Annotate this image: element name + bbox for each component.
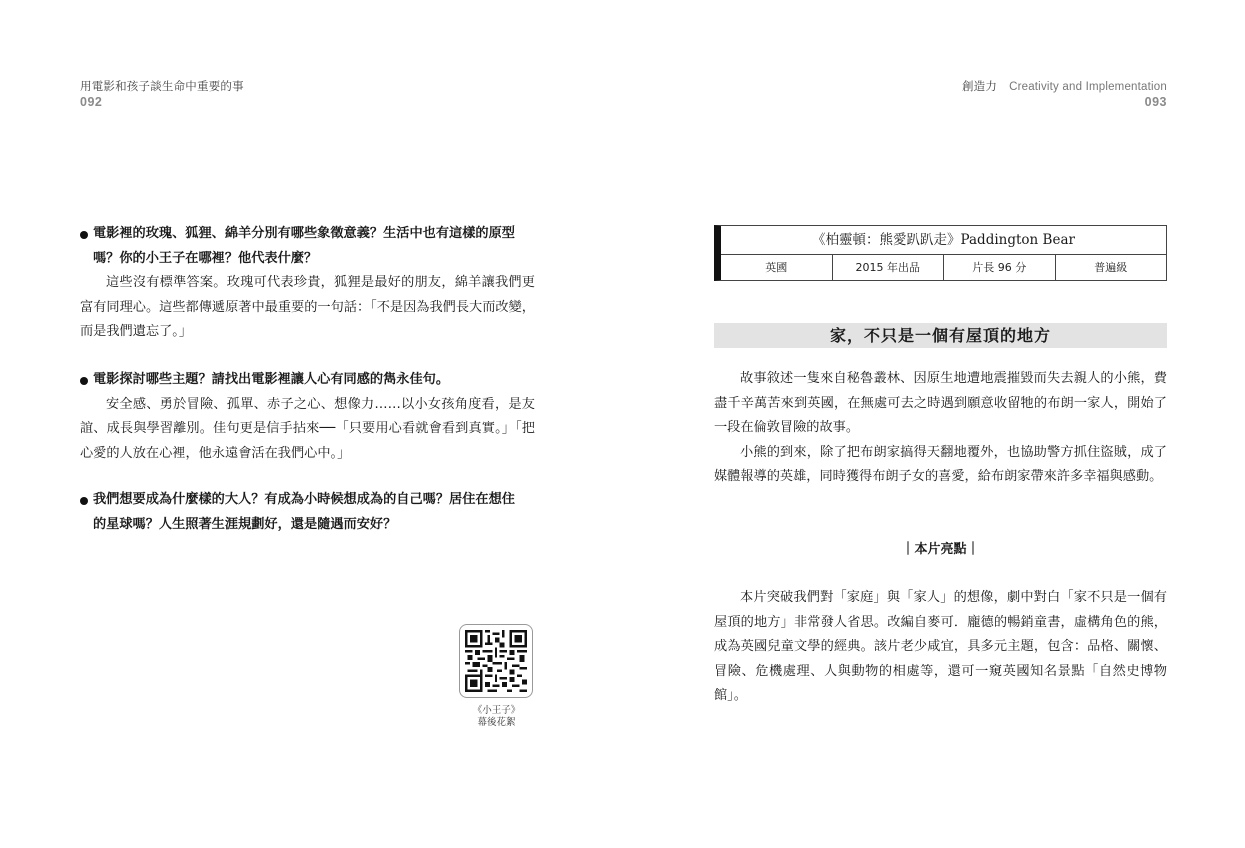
- running-head: 用電影和孩子談生命中重要的事: [80, 79, 244, 93]
- qr-caption-line: 《小王子》: [472, 705, 521, 716]
- discussion-block: [80, 368, 535, 466]
- movie-rating: 普遍級: [1055, 255, 1167, 280]
- discussion-question: [80, 368, 535, 393]
- synopsis: [714, 367, 1167, 490]
- question-text-cont: 的星球嗎？人生照著生涯規劃好，還是隨遇而安好？: [93, 516, 397, 532]
- movie-info-row: [721, 255, 1166, 280]
- left-page: [0, 0, 622, 848]
- question-text-cont: 嗎？你的小王子在哪裡？他代表什麼？: [93, 250, 318, 266]
- synopsis-paragraph: 小熊的到來，除了把布朗家搞得天翻地覆外，也協助警方抓住盜賊，成了媒體報導的英雄，同時獲得布朗子女的喜愛，給布朗家帶來許多幸福與感動。: [714, 444, 1167, 484]
- highlight-section: [714, 586, 1167, 709]
- discussion-answer: 這些沒有標準答案。玫瑰可代表珍貴，狐狸是最好的朋友，綿羊讓我們更富有同理心。這些都傳遞原著中最重要的一句話：「不是因為我們長大而改變，而是我們遺忘了。」: [80, 275, 535, 339]
- discussion-question: [80, 488, 535, 537]
- question-text: 電影探討哪些主題？請找出電影裡讓人心有同感的雋永佳句。: [93, 372, 450, 387]
- qr-code[interactable]: [459, 624, 533, 698]
- discussion-block: [80, 488, 535, 537]
- movie-title: 《柏靈頓：熊愛趴趴走》Paddington Bear: [721, 226, 1166, 255]
- page-number: 093: [1144, 95, 1167, 109]
- running-head-zh: 創造力: [961, 79, 998, 93]
- synopsis-paragraph: 故事敘述一隻來自秘魯叢林、因原生地遭地震摧毀而失去親人的小熊，費盡千辛萬苦來到英國，在無處可去之時遇到願意收留牠的布朗一家人，開始了一段在倫敦冒險的故事。: [714, 371, 1167, 435]
- movie-runtime: 片長 96 分: [943, 255, 1055, 280]
- movie-country: 英國: [765, 261, 788, 274]
- qr-caption-line: 幕後花絮: [477, 717, 516, 728]
- highlight-heading: ｜本片亮點｜: [901, 542, 980, 557]
- question-text: 電影裡的玫瑰、狐狸、綿羊分別有哪些象徵意義？生活中也有這樣的原型: [93, 226, 515, 241]
- movie-info-table: [714, 225, 1167, 281]
- discussion-answer: 安全感、勇於冒險、孤單、赤子之心、想像力……以小女孩角度看，是友誼、成長與學習離別。佳句更是信手拈來──「只要用心看就會看到真實。」「把心愛的人放在心裡，他永遠會活在我們心中。」: [80, 396, 535, 461]
- qr-caption: [459, 705, 534, 729]
- highlight-paragraph: 本片突破我們對「家庭」與「家人」的想像，劇中對白「家不只是一個有屋頂的地方」非常發人省思。改編自麥可．龐德的暢銷童書，虛構角色的熊，成為英國兒童文學的經典。該片老少咸宜，具多元主題，包含：品格、關懷、冒險、危機處理、人與動物的相處等，還可一窺英國知名景點「自然史博物館」。: [714, 590, 1167, 703]
- running-head: [962, 78, 1167, 94]
- section-title: 家，不只是一個有屋頂的地方: [714, 323, 1167, 348]
- running-head-en: Creativity and Implementation: [1009, 81, 1167, 93]
- qr-code-block: [459, 624, 534, 729]
- qr-code-icon: [465, 630, 527, 692]
- discussion-question: [80, 222, 535, 271]
- movie-year: 2015 年出品: [832, 255, 944, 280]
- discussion-block: [80, 222, 535, 345]
- page-number: 092: [80, 95, 103, 109]
- question-text: 我們想要成為什麼樣的大人？有成為小時候想成為的自己嗎？居住在想住: [93, 492, 515, 507]
